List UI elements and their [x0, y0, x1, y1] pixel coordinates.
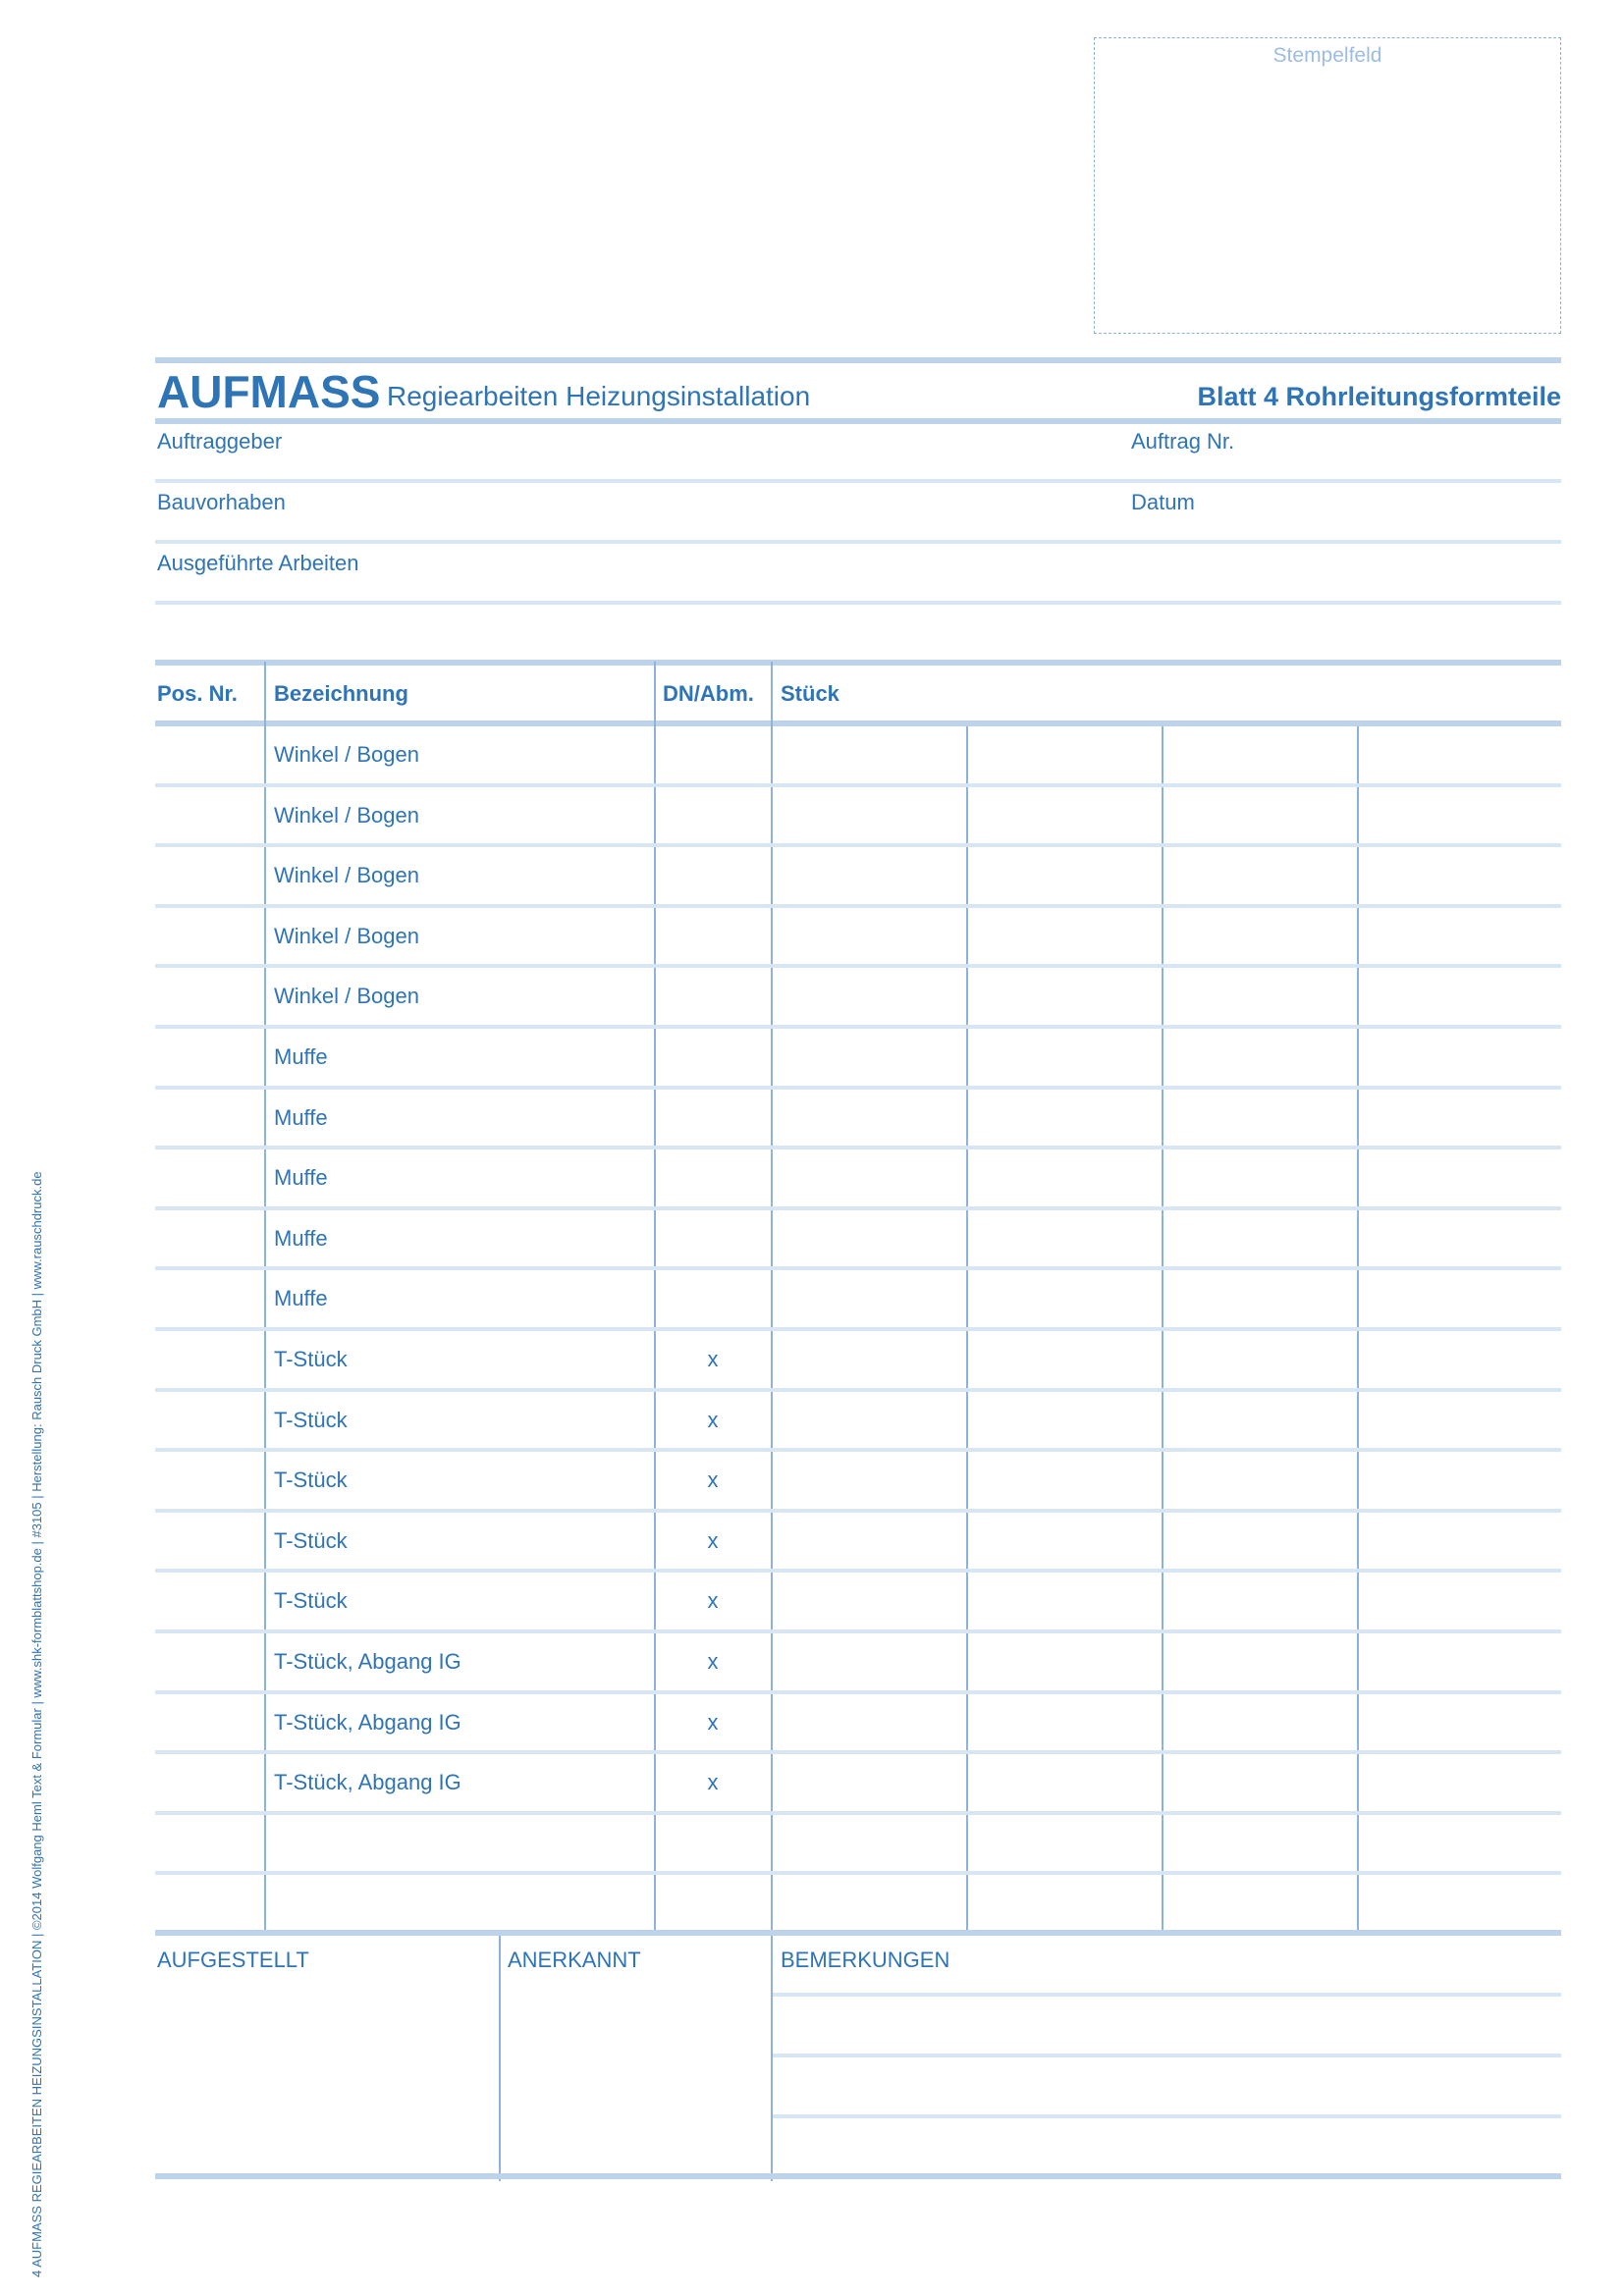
row-bezeichnung: T-Stück [274, 1588, 348, 1613]
row-rule [155, 1086, 1561, 1090]
bemerkungen-rule [773, 2114, 1561, 2118]
table-header-rule [155, 721, 1561, 726]
ausgefuehrte-arbeiten-label: Ausgeführte Arbeiten [157, 551, 359, 575]
row-rule [155, 1509, 1561, 1513]
footer-top-rule [155, 1930, 1561, 1936]
bemerkungen-rule [773, 2054, 1561, 2057]
auftrag-nr-label: Auftrag Nr. [1131, 429, 1235, 454]
row-dn: x [707, 1347, 719, 1371]
row-rule [155, 1690, 1561, 1694]
col-divider [654, 662, 656, 1930]
auftraggeber-label: Auftraggeber [157, 429, 283, 454]
aufgestellt-label: AUFGESTELLT [157, 1948, 309, 1972]
header-bottom-rule [155, 418, 1561, 424]
row-dn: x [707, 1710, 719, 1735]
col-divider [771, 662, 773, 1930]
bemerkungen-label: BEMERKUNGEN [781, 1948, 950, 1972]
field-rule [155, 540, 1561, 544]
row-dn: x [707, 1588, 719, 1613]
form-title: AUFMASS [157, 366, 381, 417]
row-rule [155, 1629, 1561, 1633]
row-rule [155, 1448, 1561, 1452]
row-dn: x [707, 1408, 719, 1432]
bauvorhaben-label: Bauvorhaben [157, 490, 286, 514]
row-rule [155, 1569, 1561, 1573]
stamp-field [1094, 37, 1561, 334]
row-bezeichnung: T-Stück [274, 1408, 348, 1432]
row-rule [155, 1206, 1561, 1210]
row-bezeichnung: Winkel / Bogen [274, 984, 419, 1008]
field-rule [155, 479, 1561, 483]
row-rule [155, 843, 1561, 847]
bemerkungen-rule [773, 1993, 1561, 1997]
row-bezeichnung: Winkel / Bogen [274, 863, 419, 887]
col-divider [264, 662, 266, 1930]
row-bezeichnung: T-Stück [274, 1528, 348, 1553]
footer-divider [499, 1936, 501, 2181]
footer-bottom-rule [155, 2173, 1561, 2179]
side-imprint: 4 AUFMASS REGIEARBEITEN HEIZUNGSINSTALLATION | ©2014 Wolfgang Heml Text & Formular | www.shk-formblattshop.de | #3105 | Herstellung: Rausch Druck GmbH | www.rauschdruck.de [29, 1171, 44, 2277]
col-header-stueck: Stück [781, 681, 839, 706]
row-bezeichnung: Muffe [274, 1165, 328, 1190]
row-bezeichnung: Winkel / Bogen [274, 742, 419, 767]
stamp-label: Stempelfeld [1272, 44, 1382, 67]
row-rule [155, 1871, 1561, 1875]
anerkannt-label: ANERKANNT [508, 1948, 641, 1972]
form-subtitle: Regiearbeiten Heizungsinstallation [387, 381, 811, 411]
row-rule [155, 1388, 1561, 1392]
row-rule [155, 1266, 1561, 1270]
row-rule [155, 964, 1561, 968]
col-header-pos: Pos. Nr. [157, 681, 238, 706]
row-bezeichnung: Winkel / Bogen [274, 924, 419, 948]
footer-divider [771, 1936, 773, 2181]
row-bezeichnung: Muffe [274, 1044, 328, 1069]
row-bezeichnung: T-Stück [274, 1468, 348, 1492]
table-top-rule [155, 660, 1561, 666]
row-rule [155, 1146, 1561, 1149]
row-rule [155, 1750, 1561, 1754]
row-rule [155, 1811, 1561, 1815]
row-dn: x [707, 1468, 719, 1492]
row-rule [155, 1327, 1561, 1331]
row-bezeichnung: T-Stück, Abgang IG [274, 1710, 461, 1735]
row-bezeichnung: T-Stück, Abgang IG [274, 1649, 461, 1674]
sheet-title: Blatt 4 Rohrleitungsformteile [1197, 382, 1561, 411]
row-dn: x [707, 1528, 719, 1553]
row-bezeichnung: Muffe [274, 1286, 328, 1310]
row-bezeichnung: T-Stück, Abgang IG [274, 1770, 461, 1794]
row-dn: x [707, 1770, 719, 1794]
col-header-bezeichnung: Bezeichnung [274, 681, 408, 706]
row-rule [155, 1025, 1561, 1029]
row-bezeichnung: Muffe [274, 1226, 328, 1251]
row-rule [155, 904, 1561, 908]
row-dn: x [707, 1649, 719, 1674]
field-rule [155, 601, 1561, 605]
row-bezeichnung: Winkel / Bogen [274, 803, 419, 828]
row-rule [155, 783, 1561, 787]
col-header-dn: DN/Abm. [663, 681, 754, 706]
row-bezeichnung: T-Stück [274, 1347, 348, 1371]
row-bezeichnung: Muffe [274, 1105, 328, 1130]
datum-label: Datum [1131, 490, 1195, 514]
header-top-rule [155, 357, 1561, 363]
